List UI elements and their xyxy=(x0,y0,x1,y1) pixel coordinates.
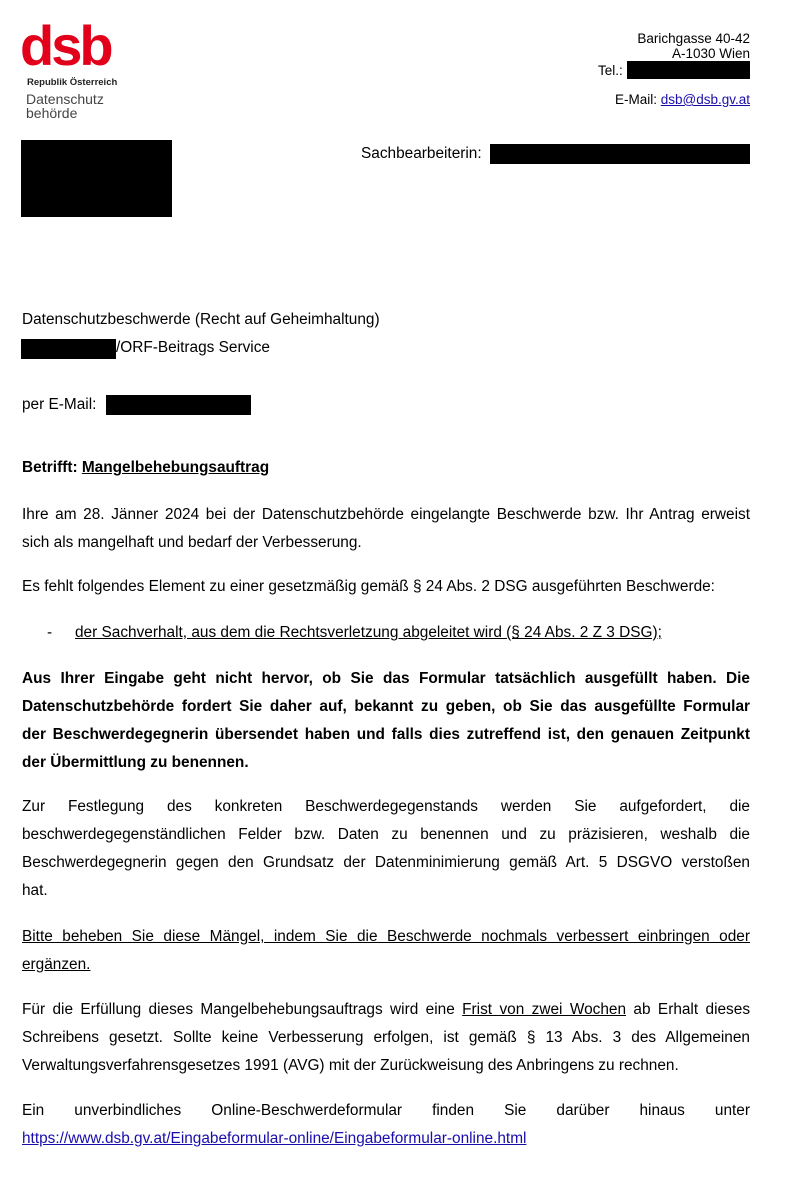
logo-name-line2: behörde xyxy=(26,105,78,121)
p6-line1-post: ab Erhalt dieses xyxy=(633,1001,751,1018)
dsb-logo: dsb xyxy=(20,14,111,77)
address-street: Barichgasse 40-42 xyxy=(637,31,750,46)
p5-line1: Bitte beheben Sie diese Mängel, indem Sie die Beschwerde nochmals verbessert einbringen oder xyxy=(22,928,750,945)
paragraph-3 xyxy=(22,665,750,777)
p3-line4: der Übermittlung zu benennen. xyxy=(22,754,249,771)
p1-line2: sich als mangelhaft und bedarf der Verbesserung. xyxy=(22,534,362,551)
redacted-clerk-name xyxy=(490,144,750,164)
bullet-dash: - xyxy=(47,624,53,641)
p4-line1: Zur Festlegung des konkreten Beschwerdegegenstands werden Sie aufgefordert, die xyxy=(22,798,750,815)
betrifft-value: Mangelbehebungsauftrag xyxy=(81,459,270,476)
paragraph-6 xyxy=(22,996,750,1080)
p4-line3: Beschwerdegegnerin gegen den Grundsatz der Datenminimierung gemäß Art. 5 DSGVO verstoßen xyxy=(22,854,750,871)
clerk-label: Sachbearbeiterin: xyxy=(361,145,482,162)
redacted-email xyxy=(106,395,251,415)
p1-line1: Ihre am 28. Jänner 2024 bei der Datenschutzbehörde eingelangte Beschwerde bzw. Ihr Antrag erweist xyxy=(22,506,750,523)
redacted-recipient-address xyxy=(21,140,172,217)
p6-line1-pre: Für die Erfüllung dieses Mangelbehebungsauftrags wird eine xyxy=(22,1001,455,1018)
paragraph-7 xyxy=(22,1097,750,1153)
subject-line2: /ORF-Beitrags Service xyxy=(116,339,270,356)
email-label: E-Mail: xyxy=(614,92,657,107)
p5-line2: ergänzen. xyxy=(22,956,91,973)
paragraph-4 xyxy=(22,793,750,905)
p6-line1 xyxy=(22,996,750,1024)
email-line xyxy=(615,92,750,107)
p6-line2: Schreibens gesetzt. Sollte keine Verbesserung erfolgen, ist gemäß § 13 Abs. 3 des Allgemeinen xyxy=(22,1029,750,1046)
online-form-link[interactable]: https://www.dsb.gv.at/Eingabeformular-online/Eingabeformular-online.html xyxy=(22,1130,527,1147)
per-email-label: per E-Mail: xyxy=(22,396,97,413)
p4-line2: beschwerdegegenständlichen Felder bzw. Daten zu benennen und zu präzisieren, weshalb die xyxy=(22,826,750,843)
paragraph-5 xyxy=(22,923,750,979)
address-city: A-1030 Wien xyxy=(671,46,750,61)
p7-line1: Ein unverbindliches Online-Beschwerdeformular finden Sie darüber hinaus unter xyxy=(22,1102,750,1119)
p3-line1: Aus Ihrer Eingabe geht nicht hervor, ob Sie das Formular tatsächlich ausgefüllt haben. Die xyxy=(22,670,750,687)
paragraph-2: Es fehlt folgendes Element zu einer gesetzmäßig gemäß § 24 Abs. 2 DSG ausgeführten Beschwerde: xyxy=(22,578,715,595)
p3-line2: Datenschutzbehörde fordert Sie daher auf, bekannt zu geben, ob Sie das ausgefüllte Formular xyxy=(22,698,750,715)
p4-line4: hat. xyxy=(22,882,48,899)
subject-line1: Datenschutzbeschwerde (Recht auf Geheimhaltung) xyxy=(22,311,380,328)
logo-name-line1: Datenschutz xyxy=(26,91,104,107)
paragraph-1 xyxy=(22,501,750,557)
email-link[interactable]: dsb@dsb.gv.at xyxy=(660,92,750,107)
p3-line3: der Beschwerdegegnerin übersendet haben und falls dies zutreffend ist, den genauen Zeitpunkt xyxy=(22,726,750,743)
logo-republik-text: Republik Österreich xyxy=(27,77,118,88)
betrifft-line xyxy=(22,459,269,477)
p6-line3: Verwaltungsverfahrensgesetzes 1991 (AVG) mit der Zurückweisung des Anbringens zu rechnen. xyxy=(22,1057,679,1074)
frist-text: Frist von zwei Wochen xyxy=(462,1001,627,1018)
redacted-complainant-name xyxy=(21,339,116,359)
bullet-item: der Sachverhalt, aus dem die Rechtsverletzung abgeleitet wird (§ 24 Abs. 2 Z 3 DSG); xyxy=(75,624,662,641)
redacted-phone xyxy=(627,61,750,79)
tel-label: Tel.: xyxy=(598,63,623,78)
betrifft-label: Betrifft: xyxy=(22,459,78,476)
